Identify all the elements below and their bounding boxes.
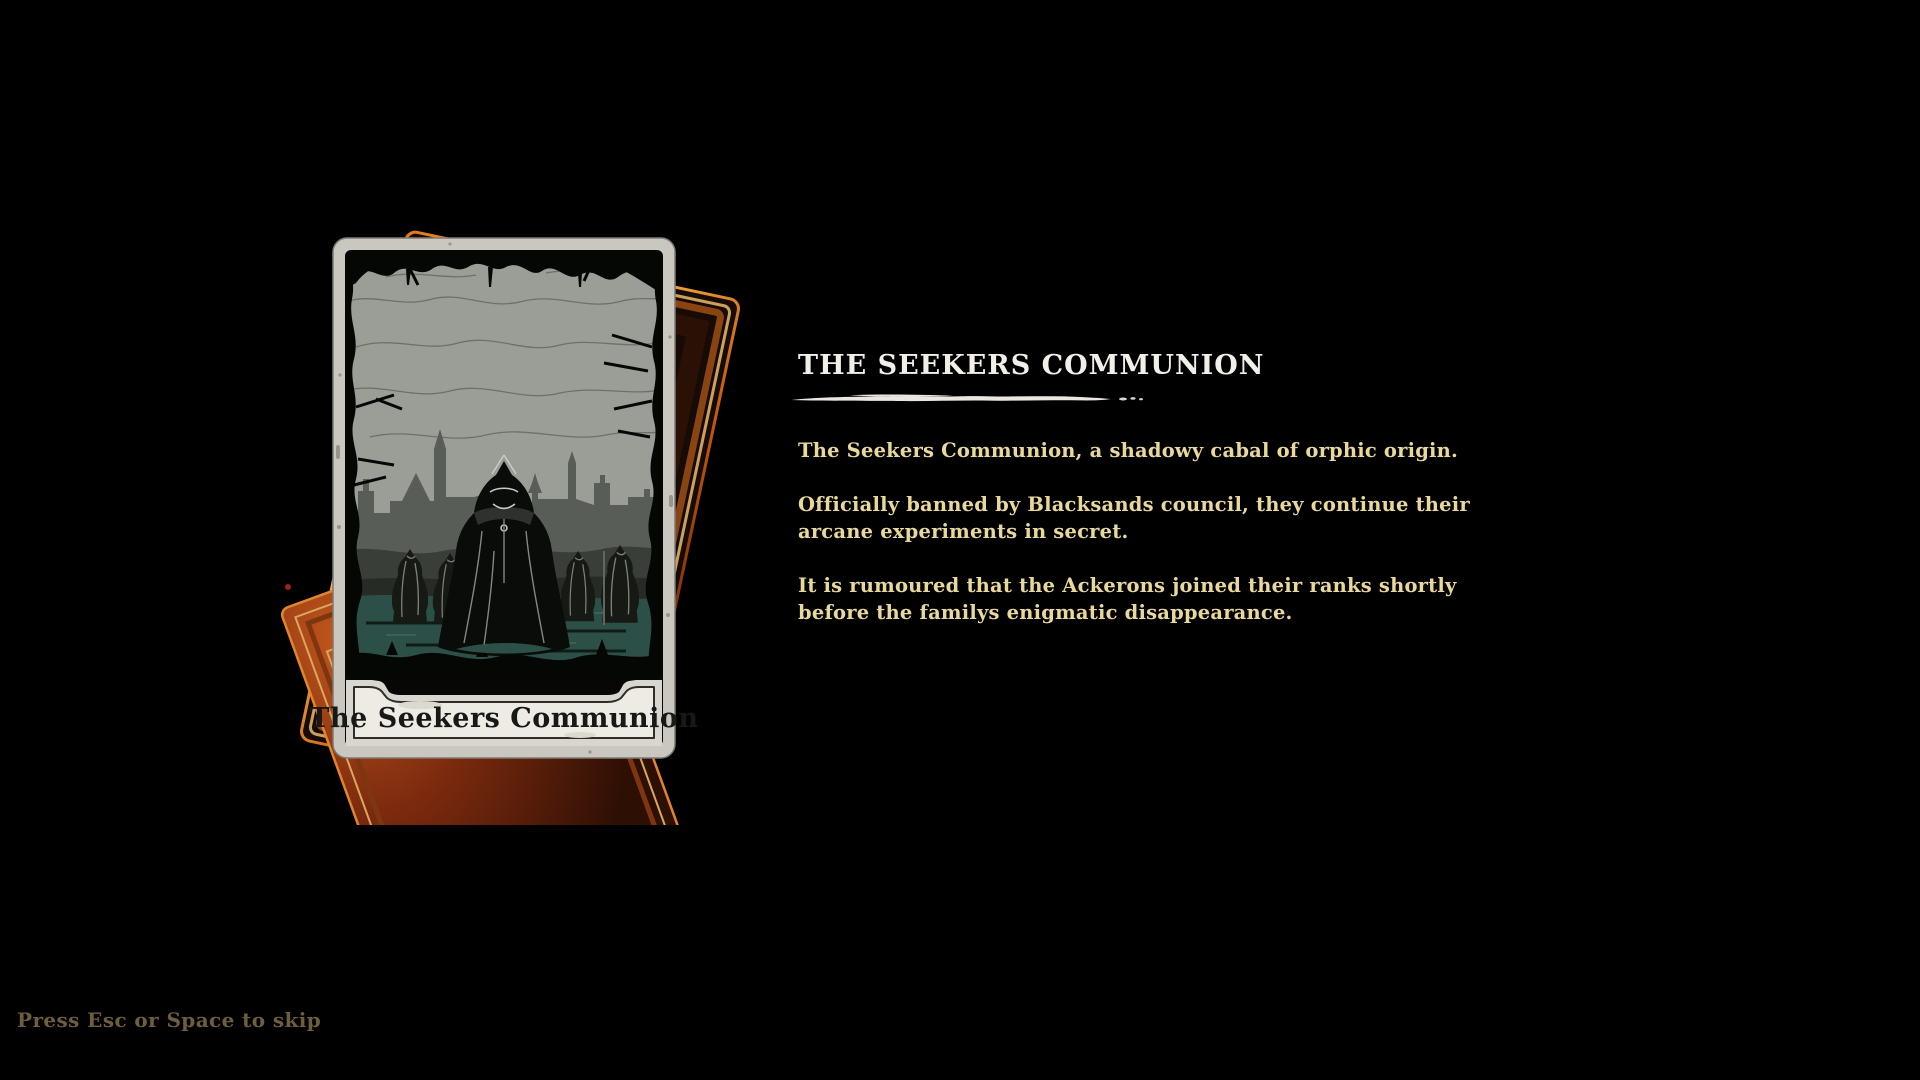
ember-spark	[285, 584, 291, 590]
lore-heading: THE SEEKERS COMMUNION	[798, 350, 1265, 381]
card-art	[342, 247, 666, 684]
lore-paragraphs	[798, 437, 1498, 626]
skip-hint: Press Esc or Space to skip	[17, 1008, 322, 1032]
lore-panel	[798, 350, 1498, 653]
card-cluster	[250, 195, 760, 825]
lore-paragraph: It is rumoured that the Ackerons joined their ranks shortly before the familys enigmatic disappearance.	[798, 574, 1457, 624]
card-title: The Seekers Communion	[309, 703, 699, 734]
lore-paragraph: Officially banned by Blacksands council, they continue their arcane experiments in secret.	[798, 493, 1470, 543]
faction-card	[309, 238, 698, 758]
heading-underline-brush	[789, 391, 1149, 407]
lore-paragraph: The Seekers Communion, a shadowy cabal of orphic origin.	[798, 439, 1459, 462]
